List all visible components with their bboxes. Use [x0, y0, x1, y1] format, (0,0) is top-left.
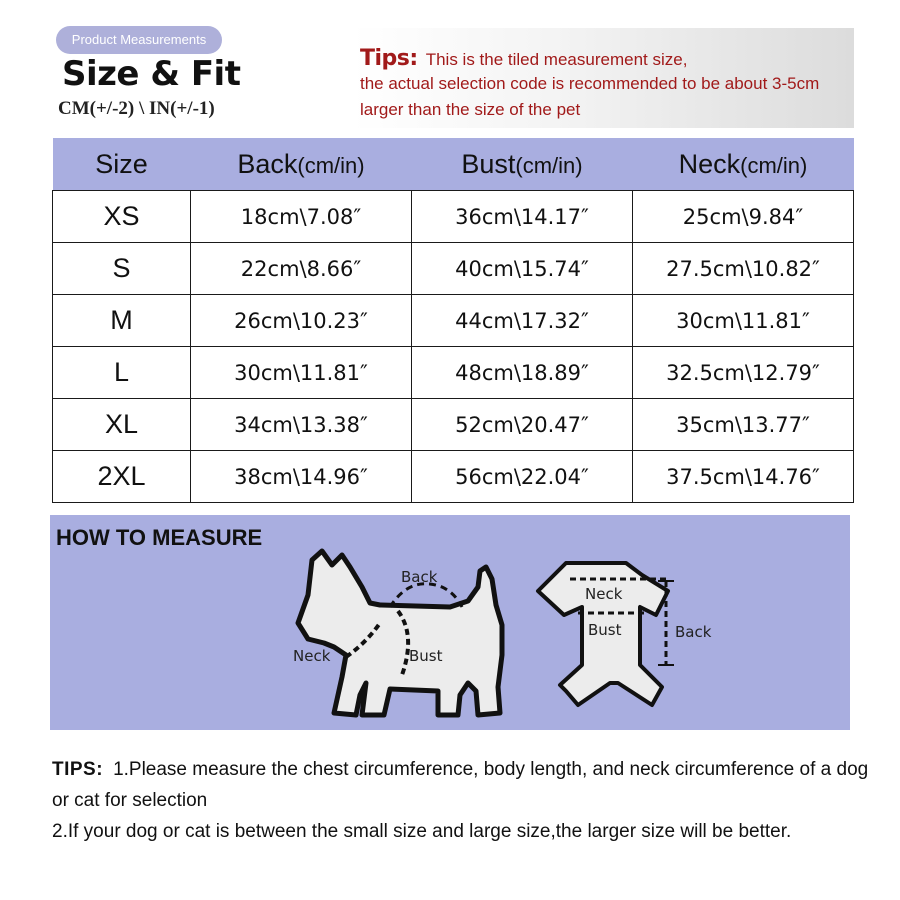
measurement-illustration [50, 515, 850, 730]
table-row [53, 243, 854, 295]
top-tips-label: Tips: [360, 46, 418, 71]
back-cell: 30cm\11.81″ [191, 347, 412, 399]
how-to-measure-panel [50, 515, 850, 730]
back-cell: 34cm\13.38″ [191, 399, 412, 451]
dog-label-back: Back [401, 568, 438, 586]
header-neck: Neck(cm/in) [633, 138, 854, 191]
neck-cell: 37.5cm\14.76″ [633, 451, 854, 503]
dog-label-neck: Neck [293, 647, 331, 665]
table-header-row [53, 138, 854, 191]
bust-cell: 56cm\22.04″ [412, 451, 633, 503]
bust-cell: 52cm\20.47″ [412, 399, 633, 451]
bust-cell: 48cm\18.89″ [412, 347, 633, 399]
top-tips-box [352, 28, 854, 128]
how-to-measure-title: HOW TO MEASURE [56, 525, 263, 550]
header-size: Size [53, 138, 191, 191]
tip-2: 2.If your dog or cat is between the small size and large size,the larger size will be better. [52, 821, 792, 842]
neck-cell: 32.5cm\12.79″ [633, 347, 854, 399]
neck-cell: 30cm\11.81″ [633, 295, 854, 347]
back-cell: 18cm\7.08″ [191, 191, 412, 243]
garment-label-neck: Neck [585, 585, 623, 603]
garment-label-back: Back [675, 623, 712, 641]
neck-cell: 27.5cm\10.82″ [633, 243, 854, 295]
size-cell: XS [53, 191, 191, 243]
bottom-tips [52, 754, 872, 847]
size-cell: S [53, 243, 191, 295]
top-tips-text-1: This is the tiled measurement size, [425, 50, 688, 69]
garment-label-bust: Bust [588, 621, 622, 639]
back-cell: 38cm\14.96″ [191, 451, 412, 503]
neck-cell: 25cm\9.84″ [633, 191, 854, 243]
back-cell: 22cm\8.66″ [191, 243, 412, 295]
table-row [53, 399, 854, 451]
top-tips-line-1 [360, 46, 687, 71]
top-tips-line-3: larger than the size of the pet [360, 100, 581, 119]
unit-tolerance-note: CM(+/-2) \ IN(+/-1) [58, 98, 215, 119]
size-cell: L [53, 347, 191, 399]
header-bust: Bust(cm/in) [412, 138, 633, 191]
dog-figure-icon [293, 551, 502, 715]
table-row [53, 295, 854, 347]
size-cell: XL [53, 399, 191, 451]
tip-1-text: 1.Please measure the chest circumference, body length, and neck circumference of a dog or cat for selection [52, 759, 869, 811]
table-row [53, 347, 854, 399]
size-cell: M [53, 295, 191, 347]
bust-cell: 40cm\15.74″ [412, 243, 633, 295]
dog-label-bust: Bust [409, 647, 443, 665]
garment-figure-icon [538, 563, 712, 705]
table-row [53, 191, 854, 243]
size-table [52, 138, 854, 503]
bust-cell: 36cm\14.17″ [412, 191, 633, 243]
header-back: Back(cm/in) [191, 138, 412, 191]
bust-cell: 44cm\17.32″ [412, 295, 633, 347]
top-tips-line-2: the actual selection code is recommended to be about 3-5cm [360, 74, 820, 93]
back-cell: 26cm\10.23″ [191, 295, 412, 347]
bottom-tips-label: TIPS: [52, 759, 104, 780]
page-title: Size & Fit [62, 54, 241, 94]
size-cell: 2XL [53, 451, 191, 503]
tip-1 [52, 754, 872, 816]
table-row [53, 451, 854, 503]
neck-cell: 35cm\13.77″ [633, 399, 854, 451]
product-measurements-badge: Product Measurements [56, 26, 222, 54]
